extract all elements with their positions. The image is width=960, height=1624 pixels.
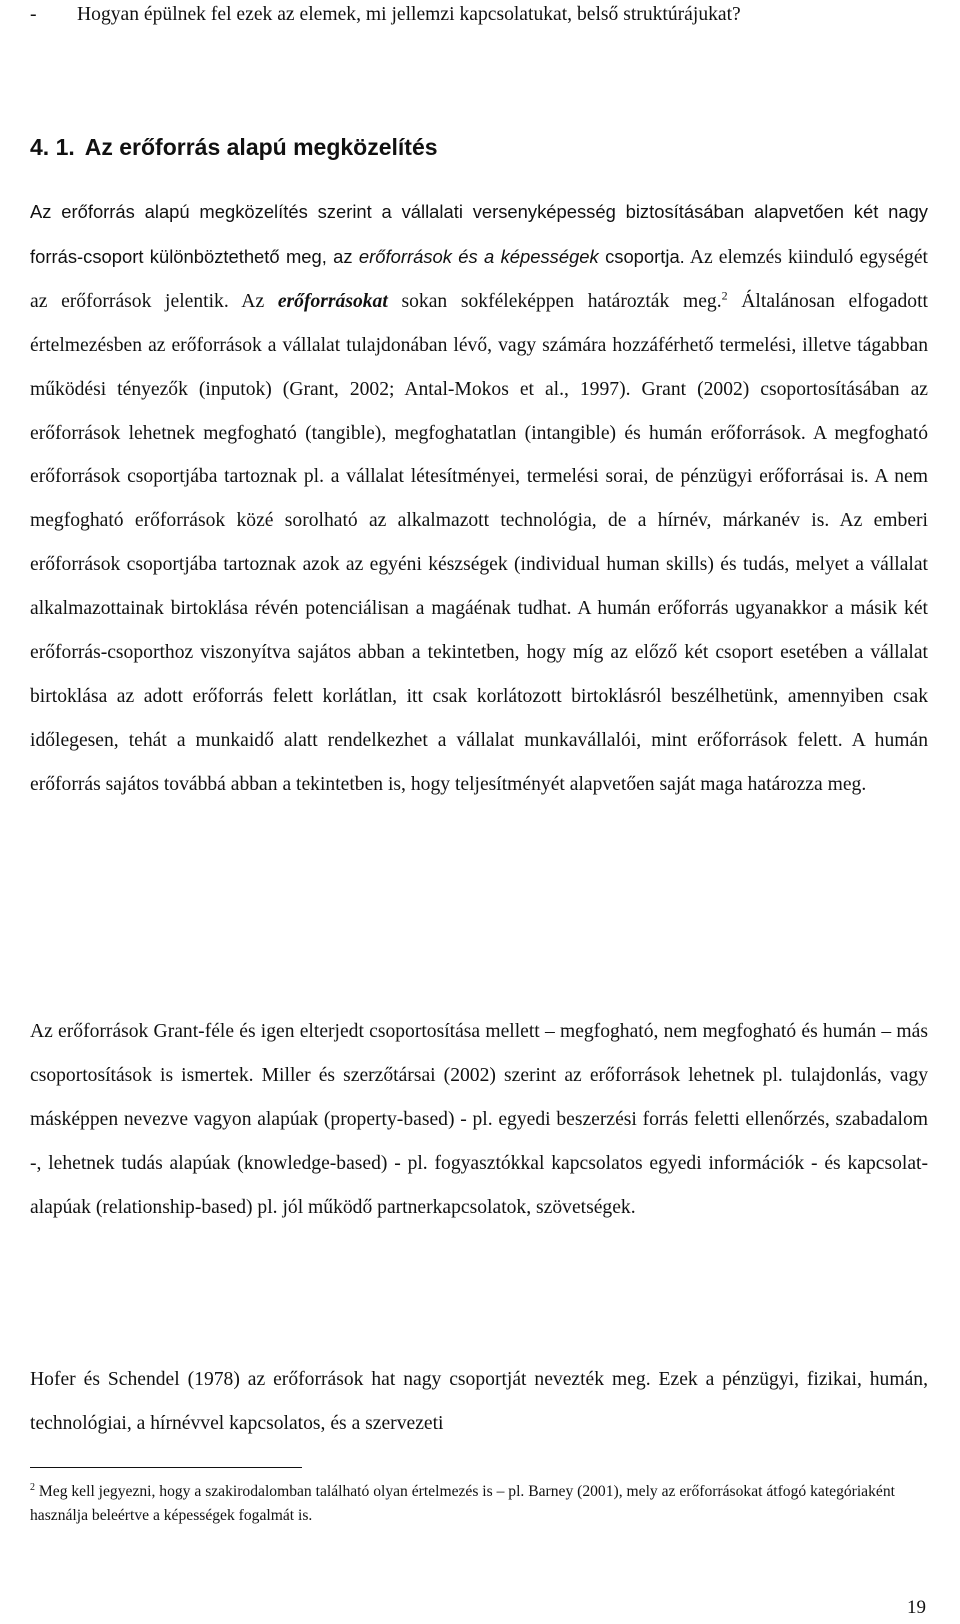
footnote-number: 2: [30, 1481, 35, 1493]
p1-sentence1-end: csoportja.: [598, 245, 685, 267]
bullet-dash: -: [30, 4, 37, 25]
footnote-text: Meg kell jegyezni, hogy a szakirodalomban található olyan értelmezés is – pl. Barney (2001), mely az erőforrásokat átfogó kategóriaként használja beleértve a képességek fogalmát is.: [30, 1483, 895, 1524]
section-number: 4. 1.: [30, 134, 75, 160]
p1-sentence2: Az elemzés kiinduló egységét az erőforrások jelentik. Az: [30, 246, 928, 312]
section-heading: [30, 132, 438, 162]
page-number: 19: [907, 1597, 926, 1618]
p1-sentence2-end: sokan sokféleképpen határozták meg.: [387, 290, 722, 312]
bullet-item: [30, 0, 928, 37]
paragraph-hofer-schendel: Hofer és Schendel (1978) az erőforrások hat nagy csoportját nevezték meg. Ezek a pénzügyi, fizikai, humán, technológiai, a hírnévvel kapcsolatos, és a szervezeti: [30, 1369, 928, 1434]
footnote-reference: 2: [721, 288, 728, 303]
section-title: Az erőforrás alapú megközelítés: [84, 134, 438, 160]
p1-body: Általánosan elfogadott értelmezésben az erőforrások a vállalat tulajdonában lévő, vagy számára hozzáférhető termelési, illetve tágabban működési tényezők (inputok) (Grant, 2002; Antal-Mokos et al., 1997). Grant (2002) csoportosításában az erőforrások lehetnek megfogható (tangible), megfoghatatlan (intangible) és humán erőforrások. A megfogható erőforrások csoportjába tartoznak pl. a vállalat létesítményei, termelési sorai, de pénzügyi erőforrásai is. A nem megfogható erőforrások közé sorolható az alkalmazott technológia, de a hírnév, márkanév is. Az emberi erőforrások csoportjába tartoznak azok az egyéni készségek (individual human skills) és tudás, melyet a vállalat alkalmazottainak birtoklása révén potenciálisan a magáénak tudhat. A humán erőforrás ugyanakkor a másik két erőforrás-csoporthoz viszonyítva sajátos abban a tekintetben, hogy míg az előző két csoport esetében a vállalat birtoklása az adott erőforrás felett korlátlan, itt csak korlátozott birtoklásról beszélhetünk, amennyiben csak időlegesen, tehát a munkaidő alatt rendelkezhet a vállalat munkavállalói, mint erőforrások felett. A humán erőforrás sajátos továbbá abban a tekintetben is, hogy teljesítményét alapvetően saját maga határozza meg.: [30, 290, 928, 795]
p1-emphasis-resources-capabilities: erőforrások és a képességek: [358, 245, 599, 267]
paragraph-resource-based-view: [30, 190, 928, 807]
footnote-separator: [30, 1467, 302, 1468]
paragraph-other-groupings: Az erőforrások Grant-féle és igen elterjedt csoportosítása mellett – megfogható, nem megfogható és humán – más csoportosítások is ismertek. Miller és szerzőtársai (2002) szerint az erőforrások lehetnek pl. tulajdonlás, vagy másképpen nevezve vagyon alapúak (property-based) - pl. egyedi beszerzési forrás feletti ellenőrzés, szabadalom -, lehetnek tudás alapúak (knowledge-based) - pl. fogyasztókkal kapcsolatos egyedi információk - és kapcsolat-alapúak (relationship-based) pl. jól működő partnerkapcsolatok, szövetségek.: [30, 1021, 928, 1218]
p1-sentence1: Az erőforrás alapú megközelítés szerint a vállalati versenyképesség biztosításában alapvetően két nagy forrás-csoport különböztethető meg, az: [30, 201, 928, 267]
bullet-text: Hogyan épülnek fel ezek az elemek, mi jellemzi kapcsolatukat, belső struktúrájukat?: [77, 4, 741, 25]
p1-emphasis-resources: erőforrásokat: [277, 290, 388, 312]
footnote: [30, 1480, 928, 1528]
